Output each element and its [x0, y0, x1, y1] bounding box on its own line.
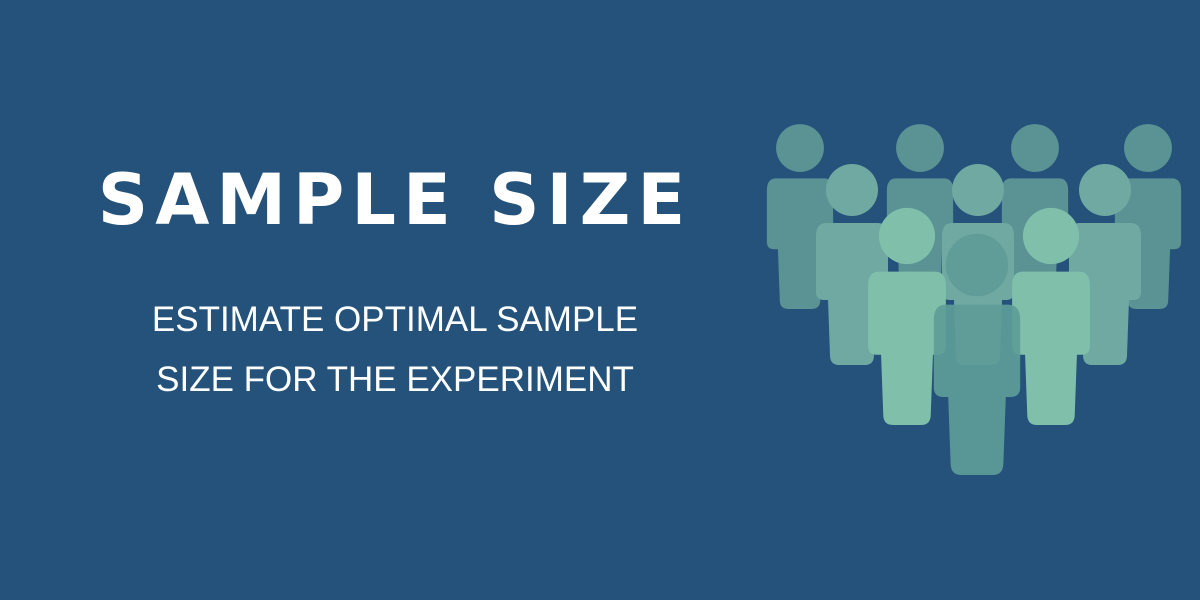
- page-title: SAMPLE SIZE: [97, 159, 693, 241]
- subtitle: [30, 290, 760, 410]
- subtitle-line-2: SIZE FOR THE EXPERIMENT: [156, 360, 634, 399]
- people-group-icon: [760, 110, 1200, 490]
- person-front-2-icon: [1012, 208, 1090, 425]
- subtitle-line-1: ESTIMATE OPTIMAL SAMPLE: [151, 300, 639, 339]
- person-center-icon: [934, 234, 1020, 475]
